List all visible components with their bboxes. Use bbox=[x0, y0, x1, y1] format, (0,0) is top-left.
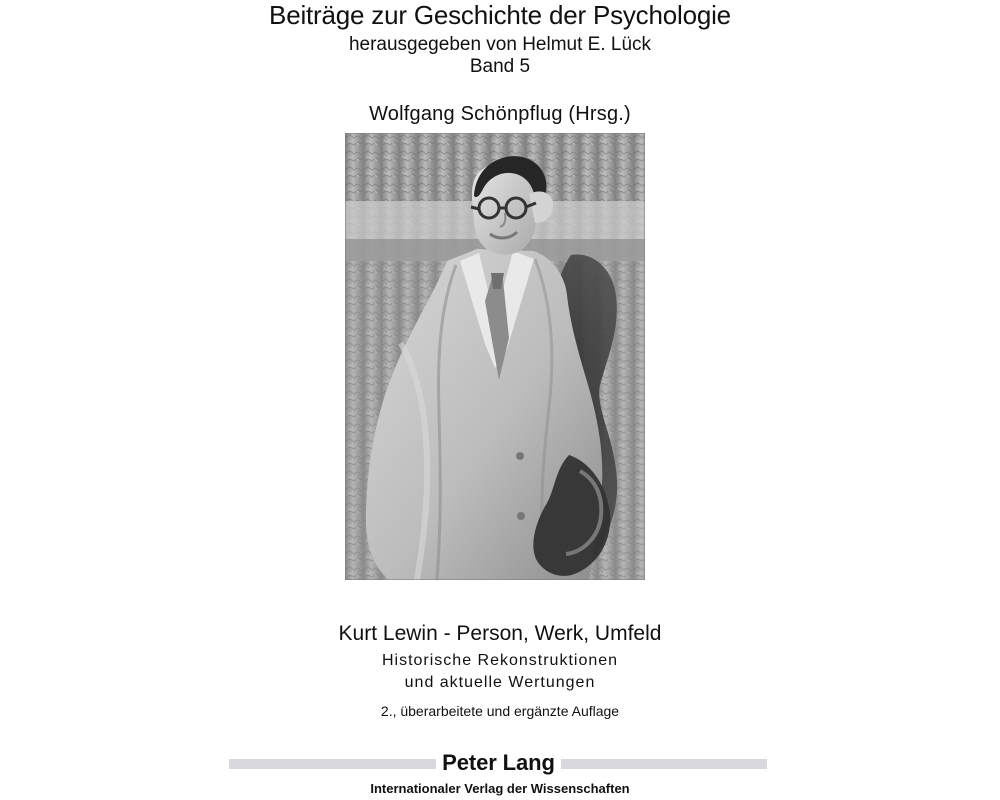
publisher-name: Peter Lang bbox=[442, 750, 555, 775]
portrait-photo bbox=[345, 133, 645, 580]
edition-note: 2., überarbeitete und ergänzte Auflage bbox=[380, 703, 620, 719]
book-subtitle-line-2: und aktuelle Wertungen bbox=[404, 674, 596, 691]
series-title: Beiträge zur Geschichte der Psychologie bbox=[269, 0, 731, 30]
publisher-right-bar bbox=[561, 759, 767, 769]
book-editor: Wolfgang Schönpflug (Hrsg.) bbox=[369, 103, 631, 125]
publisher-subline: Internationaler Verlag der Wissenschaften bbox=[370, 781, 630, 796]
book-subtitle-line-1: Historische Rekonstruktionen bbox=[381, 652, 619, 669]
series-volume: Band 5 bbox=[469, 56, 531, 77]
publisher-left-bar bbox=[229, 759, 436, 769]
book-title: Kurt Lewin - Person, Werk, Umfeld bbox=[338, 622, 662, 645]
series-editor: herausgegeben von Helmut E. Lück bbox=[348, 34, 652, 55]
portrait-photo-art bbox=[345, 133, 645, 580]
